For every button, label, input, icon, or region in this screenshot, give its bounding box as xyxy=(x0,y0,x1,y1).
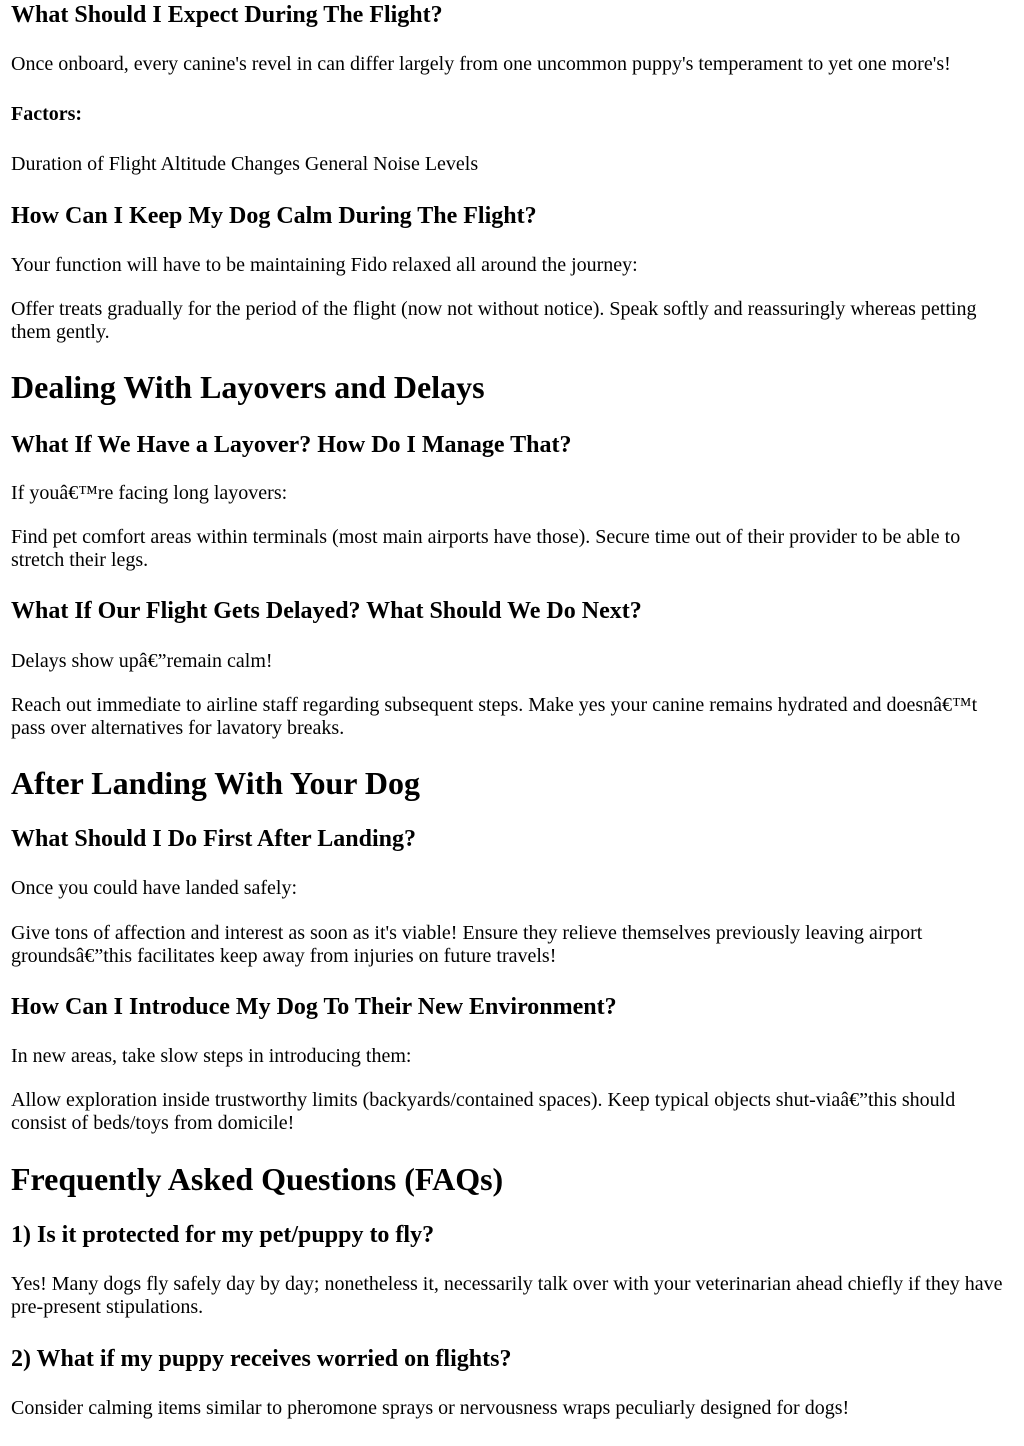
paragraph-your-function: Your function will have to be maintaining Fido relaxed all around the journey: xyxy=(11,254,638,276)
paragraph-long-layovers: If youâ€™re facing long layovers: xyxy=(11,482,288,504)
paragraph-new-areas: In new areas, take slow steps in introducing them: xyxy=(11,1045,412,1067)
paragraph-allow-exploration: Allow exploration inside trustworthy limits (backyards/contained spaces). Keep typical objects shut-viaâ€”this should consist of beds/toys from domicile! xyxy=(11,1089,956,1134)
heading-faqs: Frequently Asked Questions (FAQs) xyxy=(11,1161,504,1197)
heading-faq-1: 1) Is it protected for my pet/puppy to fly? xyxy=(11,1222,435,1248)
paragraph-factors-list: Duration of Flight Altitude Changes General Noise Levels xyxy=(11,153,479,175)
paragraph-faq-2-answer: Consider calming items similar to pheromone sprays or nervousness wraps peculiarly designed for dogs! xyxy=(11,1397,850,1419)
heading-after-landing: After Landing With Your Dog xyxy=(11,765,420,801)
paragraph-delays-show-up: Delays show upâ€”remain calm! xyxy=(11,650,273,672)
paragraph-landed-safely: Once you could have landed safely: xyxy=(11,877,298,899)
heading-layovers-delays: Dealing With Layovers and Delays xyxy=(11,369,485,405)
paragraph-give-affection: Give tons of affection and interest as soon as it's viable! Ensure they relieve themselves previously leaving airport groundsâ€”this facilitates keep away from injuries on future travels! xyxy=(11,922,923,967)
paragraph-once-onboard: Once onboard, every canine's revel in can differ largely from one uncommon puppy's temperament to yet one more's! xyxy=(11,53,951,75)
paragraph-reach-out-airline: Reach out immediate to airline staff regarding subsequent steps. Make yes your canine remains hydrated and doesnâ€™t pass over alternatives for lavatory breaks. xyxy=(11,694,978,739)
heading-new-environment: How Can I Introduce My Dog To Their New Environment? xyxy=(11,994,617,1020)
paragraph-offer-treats: Offer treats gradually for the period of the flight (now not without notice). Speak softly and reassuringly whereas petting them gently. xyxy=(11,298,977,343)
heading-factors: Factors: xyxy=(11,103,83,125)
heading-keep-dog-calm: How Can I Keep My Dog Calm During The Flight? xyxy=(11,203,537,229)
heading-faq-2: 2) What if my puppy receives worried on flights? xyxy=(11,1346,512,1372)
heading-flight-delayed: What If Our Flight Gets Delayed? What Should We Do Next? xyxy=(11,598,642,624)
heading-what-if-layover: What If We Have a Layover? How Do I Manage That? xyxy=(11,432,572,458)
heading-expect-during-flight: What Should I Expect During The Flight? xyxy=(11,2,443,28)
paragraph-faq-1-answer: Yes! Many dogs fly safely day by day; nonetheless it, necessarily talk over with your veterinarian ahead chiefly if they have pre-present stipulations. xyxy=(11,1273,1003,1318)
paragraph-pet-comfort-areas: Find pet comfort areas within terminals (most main airports have those). Secure time out of their provider to be able to stretch their legs. xyxy=(11,526,961,571)
heading-first-after-landing: What Should I Do First After Landing? xyxy=(11,826,416,852)
